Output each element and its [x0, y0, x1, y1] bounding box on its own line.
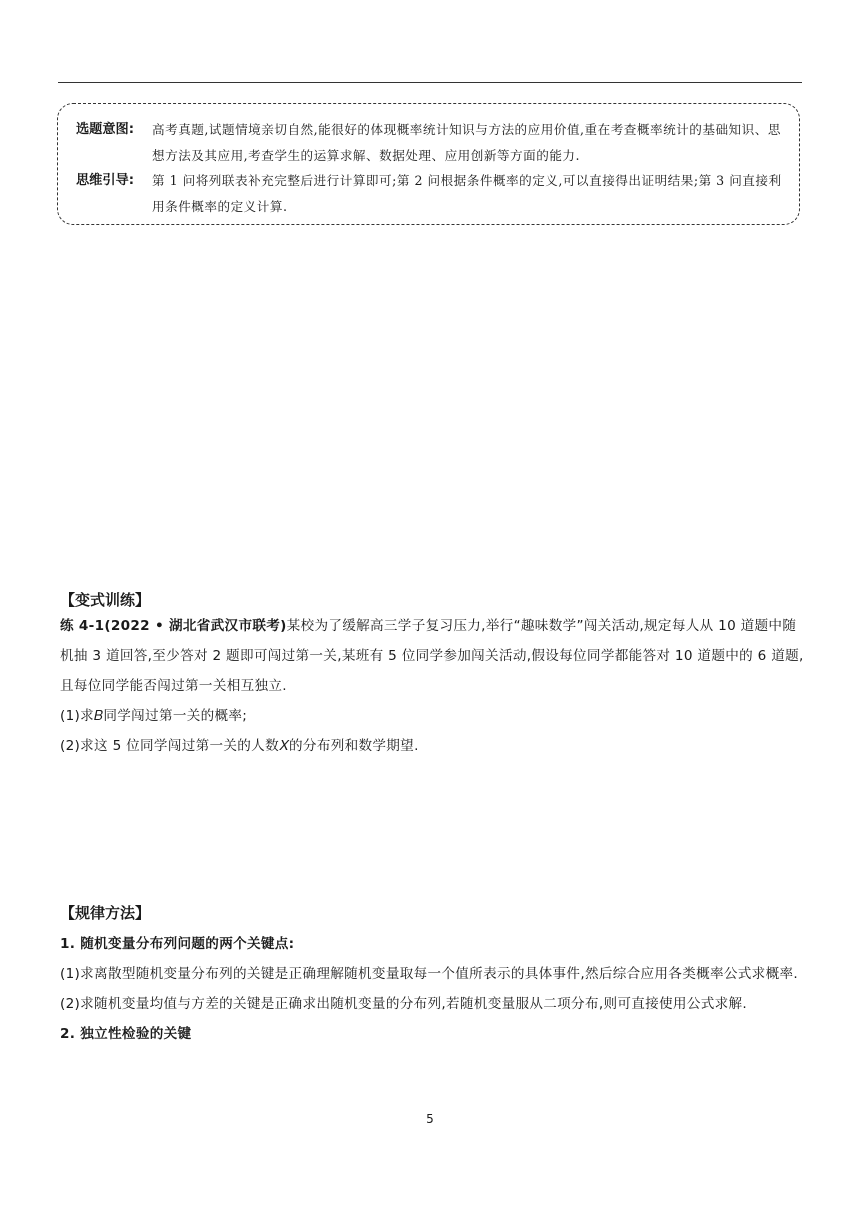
intent-label: 选题意图:	[76, 122, 135, 137]
methods-heading-2: 2. 独立性检验的关键	[60, 1026, 192, 1042]
methods-body	[60, 929, 804, 1049]
methods-paragraph-1: (1)求离散型随机变量分布列的关键是正确理解随机变量取每一个值所表示的具体事件,然后综合应用各类概率公式求概率.	[60, 966, 798, 982]
thinking-row	[76, 168, 783, 220]
thinking-label: 思维引导:	[76, 173, 135, 188]
variant-problem	[60, 611, 804, 761]
thinking-text: 第 1 问将列联表补充完整后进行计算即可;第 2 问根据条件概率的定义,可以直接得出证明结果;第 3 问直接利用条件概率的定义计算.	[152, 173, 782, 214]
question-2: (2)求这 5 位同学闯过第一关的人数𝑋的分布列和数学期望.	[60, 738, 419, 754]
question-1: (1)求𝐵同学闯过第一关的概率;	[60, 708, 248, 724]
methods-paragraph-2: (2)求随机变量均值与方差的关键是正确求出随机变量的分布列,若随机变量服从二项分布,则可直接使用公式求解.	[60, 996, 748, 1012]
question-guide-box	[57, 103, 800, 225]
page-number: 5	[426, 1112, 434, 1126]
methods-heading-1: 1. 随机变量分布列问题的两个关键点:	[60, 936, 295, 952]
header-rule	[58, 82, 802, 83]
intent-row	[76, 117, 783, 169]
problem-source: 练 4-1(2022 • 湖北省武汉市联考)	[60, 618, 287, 634]
intent-text: 高考真题,试题情境亲切自然,能很好的体现概率统计知识与方法的应用价值,重在考查概率统计的基础知识、思想方法及其应用,考查学生的运算求解、数据处理、应用创新等方面的能力.	[152, 122, 781, 163]
problem-stem	[60, 611, 804, 701]
problem-stem-text: 某校为了缓解高三学子复习压力,举行“趣味数学”闯关活动,规定每人从 10 道题中随机抽 3 道回答,至少答对 2 题即可闯过第一关,某班有 5 位同学参加闯关活动,假设每位同学都能答对 10 道题中的 6 道题,且每位同学能否闯过第一关相互独立.	[60, 618, 804, 694]
methods-section-title: 【规律方法】	[60, 904, 151, 922]
variant-section-title: 【变式训练】	[60, 591, 151, 609]
